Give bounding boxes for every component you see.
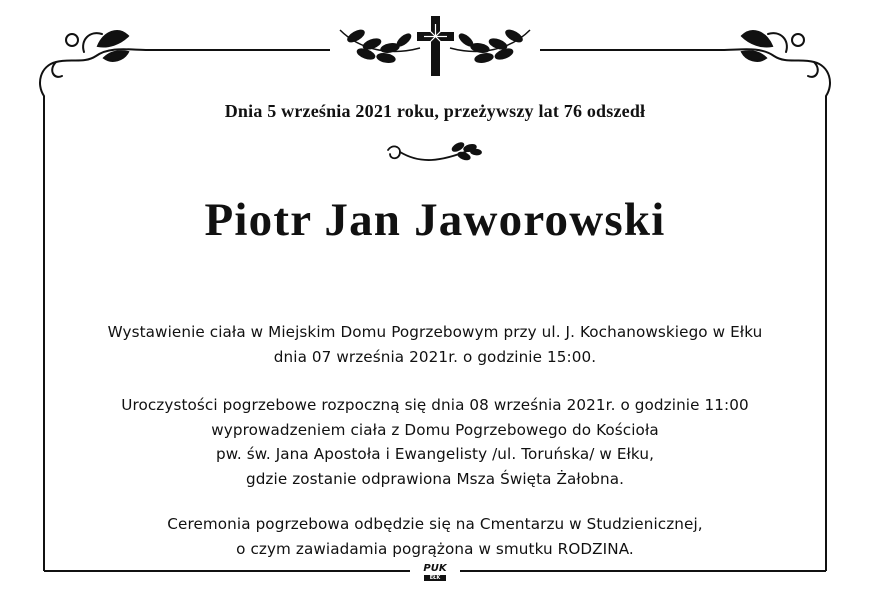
burial-line: Ceremonia pogrzebowa odbędzie się na Cmentarzu w Studzienicznej, [167, 515, 703, 533]
laurel-branch-icon [450, 28, 530, 63]
logo-sub-text: EŁK [424, 575, 446, 581]
floral-flourish-icon [40, 31, 148, 96]
leaf-divider-icon [388, 142, 481, 161]
ceremony-line: pw. św. Jana Apostoła i Ewangelisty /ul. Toruńska/ w Ełku, [215, 445, 655, 463]
floral-flourish-icon [722, 31, 830, 96]
death-date-line: Dnia 5 września 2021 roku, przeżywszy lat 76 odszedł [224, 101, 646, 121]
ceremony-line: gdzie zostanie odprawiona Msza Święta Żałobna. [245, 469, 625, 488]
viewing-info [0, 320, 870, 369]
burial-line: o czym zawiadamia pogrążona w smutku RODZINA. [236, 539, 634, 558]
burial-info [0, 512, 870, 561]
footer-logo [419, 564, 451, 581]
ceremony-line: wyprowadzeniem ciała z Domu Pogrzebowego do Kościoła [211, 420, 659, 439]
viewing-line: Wystawienie ciała w Miejskim Domu Pogrzebowym przy ul. J. Kochanowskiego w Ełku [107, 323, 763, 341]
ceremony-info [0, 393, 870, 491]
viewing-line: dnia 07 września 2021r. o godzinie 15:00. [273, 347, 597, 366]
frame-border [44, 50, 826, 571]
ceremony-line: Uroczystości pogrzebowe rozpoczną się dnia 08 września 2021r. o godzinie 11:00 [121, 396, 749, 414]
cross-icon [417, 16, 454, 76]
deceased-name: Piotr Jan Jaworowski [204, 194, 666, 246]
laurel-branch-icon [340, 28, 420, 63]
logo-main-text: PUK [423, 563, 447, 574]
